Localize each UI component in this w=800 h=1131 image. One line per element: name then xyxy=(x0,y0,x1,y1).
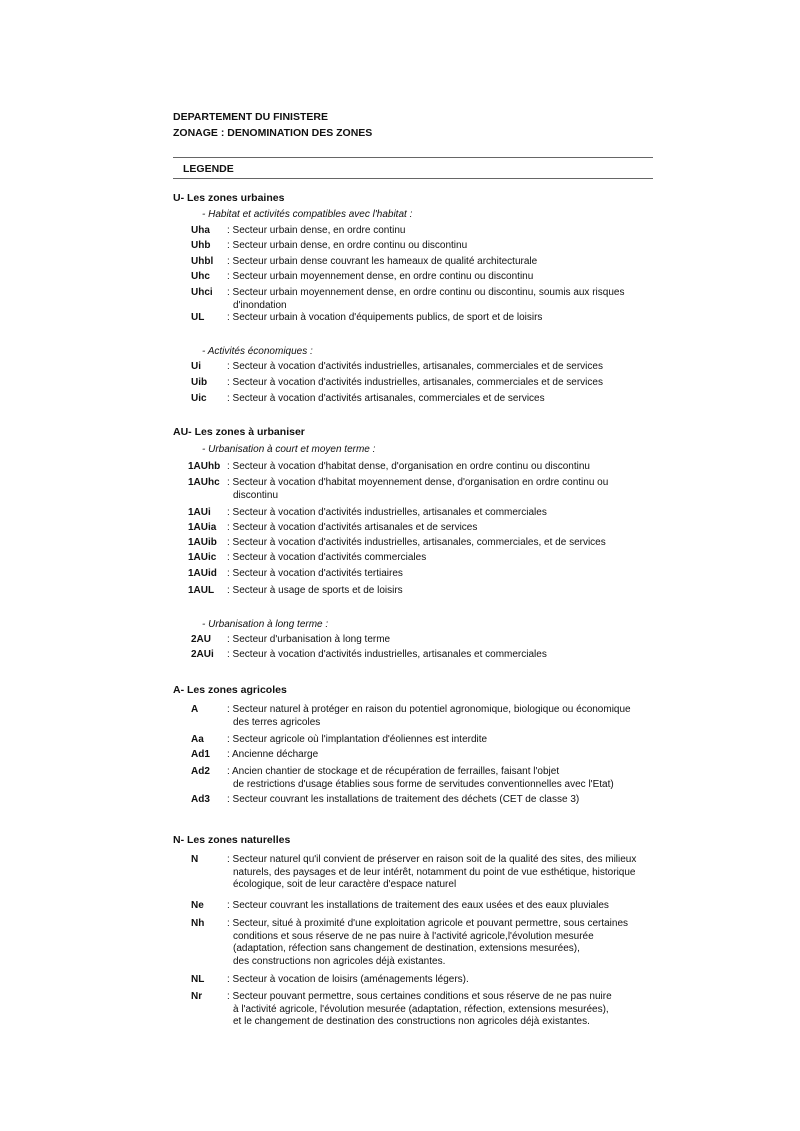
description-line: : Secteur urbain moyennement dense, en ordre continu ou discontinu, soumis aux risques xyxy=(227,287,625,298)
zone-entry xyxy=(191,991,612,1029)
zone-description xyxy=(227,649,547,662)
description-line: d'inondation xyxy=(233,299,287,311)
zone-code: Uhbl xyxy=(191,256,214,267)
zone-description xyxy=(227,271,533,284)
zone-code: 1AUid xyxy=(188,568,217,579)
zone-description xyxy=(227,461,590,474)
group-subtitle: - Urbanisation à court et moyen terme : xyxy=(202,444,376,455)
zone-entry xyxy=(191,900,609,913)
description-line: des constructions non agricoles déjà existantes. xyxy=(233,955,446,967)
description-line: : Secteur urbain à vocation d'équipements publics, de sport et de loisirs xyxy=(227,312,543,323)
zone-entry xyxy=(191,225,405,238)
section-title: U- Les zones urbaines xyxy=(173,192,285,204)
description-line: : Ancien chantier de stockage et de récupération de ferrailles, faisant l'objet xyxy=(227,766,560,777)
zone-code: Uhc xyxy=(191,271,210,282)
zone-description xyxy=(227,393,545,406)
zone-code: 2AU xyxy=(191,634,212,645)
description-line: : Secteur urbain dense couvrant les hameaux de qualité architecturale xyxy=(227,256,538,267)
zone-entry xyxy=(191,749,318,762)
zone-code: Ne xyxy=(191,900,204,911)
zone-entry xyxy=(191,854,636,892)
zone-code: Ad2 xyxy=(191,766,210,777)
zone-entry xyxy=(191,240,467,253)
zone-entry xyxy=(188,552,426,565)
zone-entry xyxy=(191,918,628,968)
zone-code: 1AUhc xyxy=(188,477,220,488)
description-line: discontinu xyxy=(233,489,279,501)
zone-entry xyxy=(188,477,608,502)
zone-code: Ad3 xyxy=(191,794,210,805)
zone-description xyxy=(227,377,603,390)
zone-code: Nh xyxy=(191,918,205,929)
group-subtitle: - Habitat et activités compatibles avec l'habitat : xyxy=(202,209,413,220)
legend-rule-bottom xyxy=(173,178,653,179)
description-line: : Secteur à vocation d'activités industrielles, artisanales, commerciales, et de services xyxy=(227,537,606,548)
zone-entry xyxy=(191,287,624,312)
zone-entry xyxy=(191,312,542,325)
zone-description xyxy=(227,361,603,374)
zone-entry xyxy=(191,377,603,390)
description-line: : Secteur à vocation de loisirs (aménagements légers). xyxy=(227,974,469,985)
zone-description xyxy=(227,477,608,502)
zone-description xyxy=(227,974,469,987)
zone-code: A xyxy=(191,704,199,715)
description-line: naturels, des paysages et de leur intérêt, notamment du point de vue esthétique, historique xyxy=(233,866,636,878)
section-title: N- Les zones naturelles xyxy=(173,834,291,846)
description-line: : Secteur à vocation d'activités industrielles, artisanales et commerciales xyxy=(227,507,547,518)
zone-code: Ad1 xyxy=(191,749,210,760)
description-line: : Secteur naturel qu'il convient de préserver en raison soit de la qualité des sites, des milieux xyxy=(227,854,637,865)
zone-entry xyxy=(191,256,537,269)
zone-code: 1AUi xyxy=(188,507,211,518)
zone-code: 2AUi xyxy=(191,649,214,660)
description-line: : Secteur couvrant les installations de traitement des déchets (CET de classe 3) xyxy=(227,794,580,805)
zone-code: Aa xyxy=(191,734,204,745)
zone-entry xyxy=(191,974,469,987)
zone-description xyxy=(227,552,426,565)
description-line: : Secteur à vocation d'activités commerciales xyxy=(227,552,427,563)
zone-description xyxy=(227,568,403,581)
zoning-title: ZONAGE : DENOMINATION DES ZONES xyxy=(173,127,373,139)
zone-code: 1AUia xyxy=(188,522,217,533)
zone-entry xyxy=(188,585,403,598)
description-line: : Secteur naturel à protéger en raison du potentiel agronomique, biologique ou économique xyxy=(227,704,631,715)
zone-code: Uic xyxy=(191,393,207,404)
zone-code: 1AUL xyxy=(188,585,215,596)
zone-entry xyxy=(188,507,547,520)
zone-entry xyxy=(191,704,631,729)
section-title: AU- Les zones à urbaniser xyxy=(173,426,305,438)
zone-description xyxy=(227,585,403,598)
zone-description xyxy=(227,749,318,762)
zone-description xyxy=(227,918,628,968)
zone-entry xyxy=(191,361,603,374)
zone-entry xyxy=(191,734,487,747)
zone-description xyxy=(227,634,390,647)
zone-description xyxy=(227,794,579,807)
zone-description xyxy=(227,522,477,535)
zone-code: Ui xyxy=(191,361,201,372)
description-line: : Ancienne décharge xyxy=(227,749,319,760)
zone-entry xyxy=(191,634,390,647)
description-line: : Secteur à vocation d'habitat dense, d'organisation en ordre continu ou discontinu xyxy=(227,461,590,472)
description-line: : Secteur à vocation d'activités industrielles, artisanales, commerciales et de services xyxy=(227,377,603,388)
zone-description xyxy=(227,734,487,747)
zone-description xyxy=(227,854,636,892)
legend-rule-top xyxy=(173,157,653,158)
description-line: : Secteur pouvant permettre, sous certaines conditions et sous réserve de ne pas nuire xyxy=(227,991,612,1002)
zone-code: Uib xyxy=(191,377,208,388)
description-line: à l'activité agricole, l'évolution mesurée (adaptation, réfection, extensions mesurées), xyxy=(233,1003,609,1015)
zone-description xyxy=(227,256,537,269)
description-line: : Secteur à usage de sports et de loisirs xyxy=(227,585,403,596)
zone-entry xyxy=(188,522,477,535)
zone-code: Nr xyxy=(191,991,203,1002)
zone-description xyxy=(227,312,542,325)
zone-code: Uhci xyxy=(191,287,213,298)
description-line: (adaptation, réfection sans changement de destination, extensions mesurées), xyxy=(233,943,580,954)
description-line: : Secteur urbain dense, en ordre continu xyxy=(227,225,406,236)
zone-code: N xyxy=(191,854,199,865)
group-subtitle: - Activités économiques : xyxy=(202,346,313,357)
department-title: DEPARTEMENT DU FINISTERE xyxy=(173,111,328,123)
description-line: des terres agricoles xyxy=(233,716,321,728)
description-line: écologique, soit de leur caractère d'espace naturel xyxy=(233,879,457,890)
zone-code: UL xyxy=(191,312,205,323)
zone-entry xyxy=(191,766,614,791)
description-line: : Secteur couvrant les installations de traitement des eaux usées et des eaux pluviales xyxy=(227,900,609,911)
zone-description xyxy=(227,537,606,550)
description-line: : Secteur urbain dense, en ordre continu ou discontinu xyxy=(227,240,468,251)
zone-description xyxy=(227,704,631,729)
description-line: et le changement de destination des constructions non agricoles déjà existantes. xyxy=(233,1016,590,1027)
legend-heading: LEGENDE xyxy=(183,163,234,175)
description-line: : Secteur d'urbanisation à long terme xyxy=(227,634,391,645)
zone-code: Uha xyxy=(191,225,210,236)
zone-description xyxy=(227,225,405,238)
zone-entry xyxy=(188,537,606,550)
description-line: : Secteur à vocation d'activités artisanales, commerciales et de services xyxy=(227,393,545,404)
description-line: : Secteur agricole où l'implantation d'éoliennes est interdite xyxy=(227,734,488,745)
zone-description xyxy=(227,900,609,913)
zone-code: Uhb xyxy=(191,240,211,251)
zone-entry xyxy=(191,794,579,807)
zone-entry xyxy=(191,649,547,662)
zone-description xyxy=(227,507,547,520)
description-line: : Secteur urbain moyennement dense, en ordre continu ou discontinu xyxy=(227,271,534,282)
zone-code: 1AUhb xyxy=(188,461,221,472)
zone-code: NL xyxy=(191,974,205,985)
description-line: : Secteur, situé à proximité d'une exploitation agricole et pouvant permettre, sous certaines xyxy=(227,918,629,929)
section-title: A- Les zones agricoles xyxy=(173,684,287,696)
zone-entry xyxy=(188,568,403,581)
description-line: de restrictions d'usage établies sous forme de servitudes conventionnelles avec l'Etat) xyxy=(233,778,614,790)
description-line: : Secteur à vocation d'activités artisanales et de services xyxy=(227,522,478,533)
zone-entry xyxy=(191,393,545,406)
zone-description xyxy=(227,240,467,253)
description-line: conditions et sous réserve de ne pas nuire à l'activité agricole,l'évolution mesurée xyxy=(233,930,594,942)
zone-description xyxy=(227,287,624,312)
description-line: : Secteur à vocation d'activités tertiaires xyxy=(227,568,403,579)
description-line: : Secteur à vocation d'activités industrielles, artisanales, commerciales et de services xyxy=(227,361,603,372)
zone-code: 1AUic xyxy=(188,552,217,563)
zone-entry xyxy=(191,271,533,284)
description-line: : Secteur à vocation d'habitat moyennement dense, d'organisation en ordre continu ou xyxy=(227,477,609,488)
zone-entry xyxy=(188,461,590,474)
description-line: : Secteur à vocation d'activités industrielles, artisanales et commerciales xyxy=(227,649,547,660)
group-subtitle: - Urbanisation à long terme : xyxy=(202,619,329,630)
zone-description xyxy=(227,766,614,791)
zone-description xyxy=(227,991,612,1029)
zone-code: 1AUib xyxy=(188,537,217,548)
